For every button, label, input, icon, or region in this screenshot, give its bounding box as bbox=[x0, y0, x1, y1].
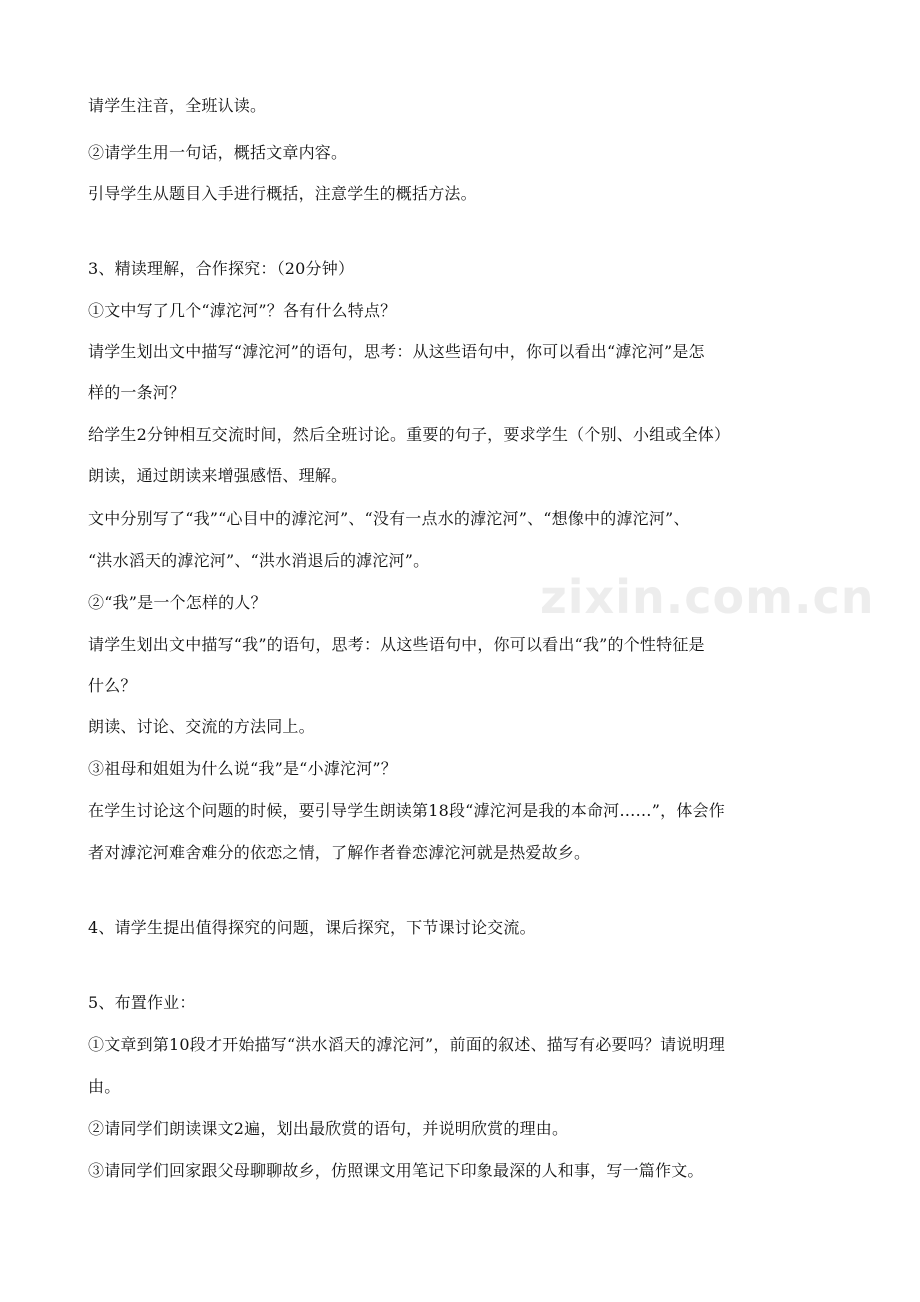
text-line-10: 文中分别写了“我”“心目中的滹沱河”、“没有一点水的滹沱河”、“想像中的滹沱河”、 bbox=[88, 509, 690, 528]
text-line-1: 请学生注音，全班认读。 bbox=[88, 96, 267, 115]
text-line-9: 朗读，通过朗读来增强感悟、理解。 bbox=[88, 466, 348, 485]
text-line-21: ①文章到第10段才开始描写“洪水滔天的滹沱河”，前面的叙述、描写有必要吗？请说明理 bbox=[88, 1035, 725, 1054]
text-line-22: 由。 bbox=[88, 1077, 121, 1096]
watermark: zixin.com.cn bbox=[540, 570, 875, 624]
text-line-14: 什么？ bbox=[88, 676, 137, 695]
text-line-18: 者对滹沱河难舍难分的依恋之情，了解作者眷恋滹沱河就是热爱故乡。 bbox=[88, 843, 591, 862]
text-line-2: ②请学生用一句话，概括文章内容。 bbox=[88, 143, 348, 162]
section-heading-4: 4、请学生提出值得探究的问题，课后探究，下节课讨论交流。 bbox=[88, 918, 536, 937]
text-line-7: 样的一条河？ bbox=[88, 383, 186, 402]
text-line-8: 给学生2分钟相互交流时间，然后全班讨论。重要的句子，要求学生（个别、小组或全体） bbox=[88, 425, 731, 444]
text-line-17: 在学生讨论这个问题的时候，要引导学生朗读第18段“滹沱河是我的本命河……”，体会作 bbox=[88, 801, 725, 820]
text-line-13: 请学生划出文中描写“我”的语句，思考：从这些语句中，你可以看出“我”的个性特征是 bbox=[88, 635, 705, 654]
text-line-12: ②“我”是一个怎样的人？ bbox=[88, 593, 267, 612]
text-line-24: ③请同学们回家跟父母聊聊故乡，仿照课文用笔记下印象最深的人和事，写一篇作文。 bbox=[88, 1161, 704, 1180]
text-line-16: ③祖母和姐姐为什么说“我”是“小滹沱河”？ bbox=[88, 759, 397, 778]
section-heading-5: 5、布置作业： bbox=[88, 993, 196, 1012]
text-line-15: 朗读、讨论、交流的方法同上。 bbox=[88, 717, 315, 736]
text-line-5: ①文中写了几个“滹沱河”？各有什么特点？ bbox=[88, 301, 397, 320]
section-heading-3: 3、精读理解，合作探究：（20分钟） bbox=[88, 259, 355, 278]
text-line-11: “洪水滔天的滹沱河”、“洪水消退后的滹沱河”。 bbox=[88, 551, 430, 570]
text-line-3: 引导学生从题目入手进行概括，注意学生的概括方法。 bbox=[88, 184, 477, 203]
text-line-23: ②请同学们朗读课文2遍，划出最欣赏的语句，并说明欣赏的理由。 bbox=[88, 1119, 569, 1138]
text-line-6: 请学生划出文中描写“滹沱河”的语句，思考：从这些语句中，你可以看出“滹沱河”是怎 bbox=[88, 342, 705, 361]
